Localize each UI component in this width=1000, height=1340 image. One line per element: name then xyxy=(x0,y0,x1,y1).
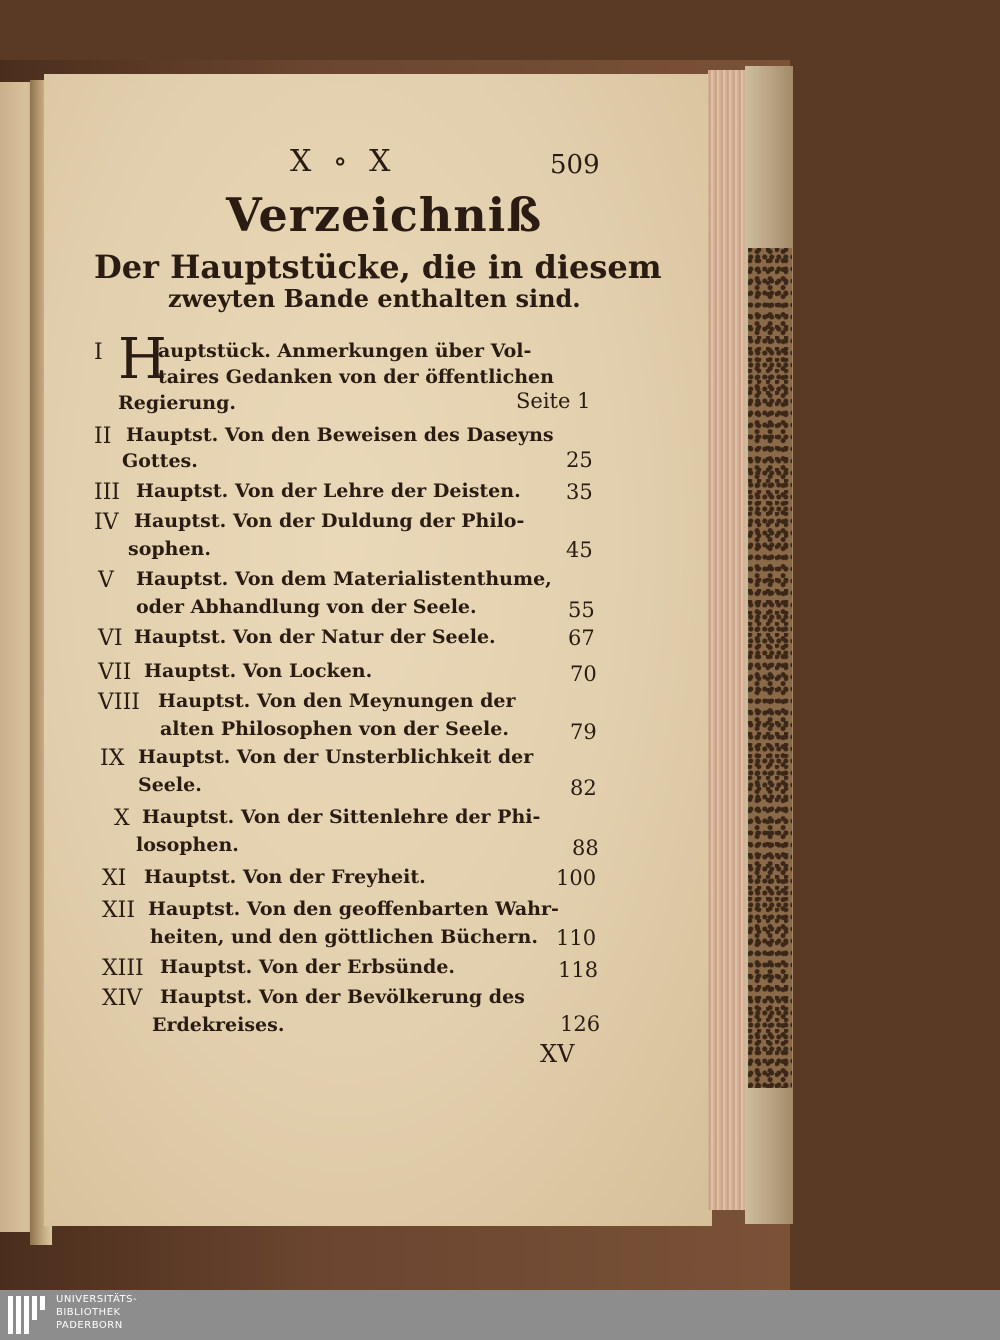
entry-4-page: 45 xyxy=(566,538,593,562)
entry-10-line-2: losophen. xyxy=(136,834,239,856)
entry-9-line-1: Hauptst. Von der Unsterblichkeit der xyxy=(138,746,534,768)
entry-11-numeral: XI xyxy=(102,866,127,891)
entry-4-line-2: sophen. xyxy=(128,538,211,560)
entry-5-page: 55 xyxy=(568,598,595,622)
page-edges xyxy=(708,70,748,1210)
entry-11-page: 100 xyxy=(556,866,597,890)
entry-10-line-1: Hauptst. Von der Sittenlehre der Phi- xyxy=(142,806,541,828)
entry-2-numeral: II xyxy=(94,424,112,449)
entry-3-numeral: III xyxy=(94,480,121,505)
subtitle-line-1: Der Hauptstücke, die in diesem xyxy=(94,248,662,286)
entry-5-line-1: Hauptst. Von dem Materialistenthume, xyxy=(136,568,552,590)
subtitle-line-2: zweyten Bande enthalten sind. xyxy=(168,284,581,313)
entry-2-line-1: Hauptst. Von den Beweisen des Daseyns xyxy=(126,424,554,446)
entry-8-line-1: Hauptst. Von den Meynungen der xyxy=(158,690,516,712)
entry-6-page: 67 xyxy=(568,626,595,650)
entry-12-numeral: XII xyxy=(102,898,136,923)
entry-13-line-1: Hauptst. Von der Erbsünde. xyxy=(160,956,456,978)
library-name-line-3: PADERBORN xyxy=(56,1320,123,1331)
entry-6-numeral: VI xyxy=(98,626,123,651)
entry-10-page: 88 xyxy=(572,836,599,860)
entry-3-line-1: Hauptst. Von der Lehre der Deisten. xyxy=(136,480,521,502)
library-footer-bar xyxy=(0,1290,1000,1340)
entry-6-line-1: Hauptst. Von der Natur der Seele. xyxy=(134,626,496,648)
spine-marbled-paper xyxy=(748,248,792,1088)
entry-10-numeral: X xyxy=(114,806,130,831)
entry-14-line-2: Erdekreises. xyxy=(152,1014,285,1036)
entry-1-line-1: auptstück. Anmerkungen über Vol- xyxy=(158,340,532,362)
entry-1-line-2: taires Gedanken von der öffentlichen xyxy=(158,366,554,388)
entry-9-line-2: Seele. xyxy=(138,774,202,796)
entry-1-line-3: Regierung. xyxy=(118,392,237,414)
entry-13-page: 118 xyxy=(558,958,599,982)
library-name-line-2: BIBLIOTHEK xyxy=(56,1307,121,1318)
entry-12-page: 110 xyxy=(556,926,597,950)
library-name xyxy=(56,1293,137,1332)
entry-13-numeral: XIII xyxy=(102,956,144,981)
entry-14-numeral: XIV xyxy=(102,986,143,1011)
book-page xyxy=(44,74,712,1226)
entry-2-line-2: Gottes. xyxy=(122,450,198,472)
page-title: Verzeichniß xyxy=(226,188,543,242)
entry-11-line-1: Hauptst. Von der Freyheit. xyxy=(144,866,426,888)
entry-4-numeral: IV xyxy=(94,510,119,535)
entry-8-line-2: alten Philosophen von der Seele. xyxy=(160,718,509,740)
entry-12-line-2: heiten, und den göttlichen Büchern. xyxy=(150,926,538,948)
entry-5-line-2: oder Abhandlung von der Seele. xyxy=(136,596,477,618)
entry-2-page: 25 xyxy=(566,448,593,472)
catchword: XV xyxy=(540,1040,575,1068)
entry-1-page: Seite 1 xyxy=(516,389,591,413)
entry-7-numeral: VII xyxy=(98,660,132,685)
entry-12-line-1: Hauptst. Von den geoffenbarten Wahr- xyxy=(148,898,559,920)
entry-14-line-1: Hauptst. Von der Bevölkerung des xyxy=(160,986,525,1008)
entry-3-page: 35 xyxy=(566,480,593,504)
page-number: 509 xyxy=(550,150,600,180)
entry-8-numeral: VIII xyxy=(98,690,140,715)
entry-9-page: 82 xyxy=(570,776,597,800)
entry-1-initial: H xyxy=(118,327,167,392)
entry-4-line-1: Hauptst. Von der Duldung der Philo- xyxy=(134,510,525,532)
library-name-line-1: UNIVERSITÄTS- xyxy=(56,1294,138,1305)
entry-9-numeral: IX xyxy=(100,746,125,771)
library-logo-icon xyxy=(6,1294,48,1336)
entry-7-line-1: Hauptst. Von Locken. xyxy=(144,660,373,682)
entry-14-page: 126 xyxy=(560,1012,601,1036)
entry-8-page: 79 xyxy=(570,720,597,744)
entry-1-numeral: I xyxy=(94,340,103,365)
header-ornament: X ∘ X xyxy=(290,144,397,179)
entry-7-page: 70 xyxy=(570,662,597,686)
entry-5-numeral: V xyxy=(98,568,114,593)
